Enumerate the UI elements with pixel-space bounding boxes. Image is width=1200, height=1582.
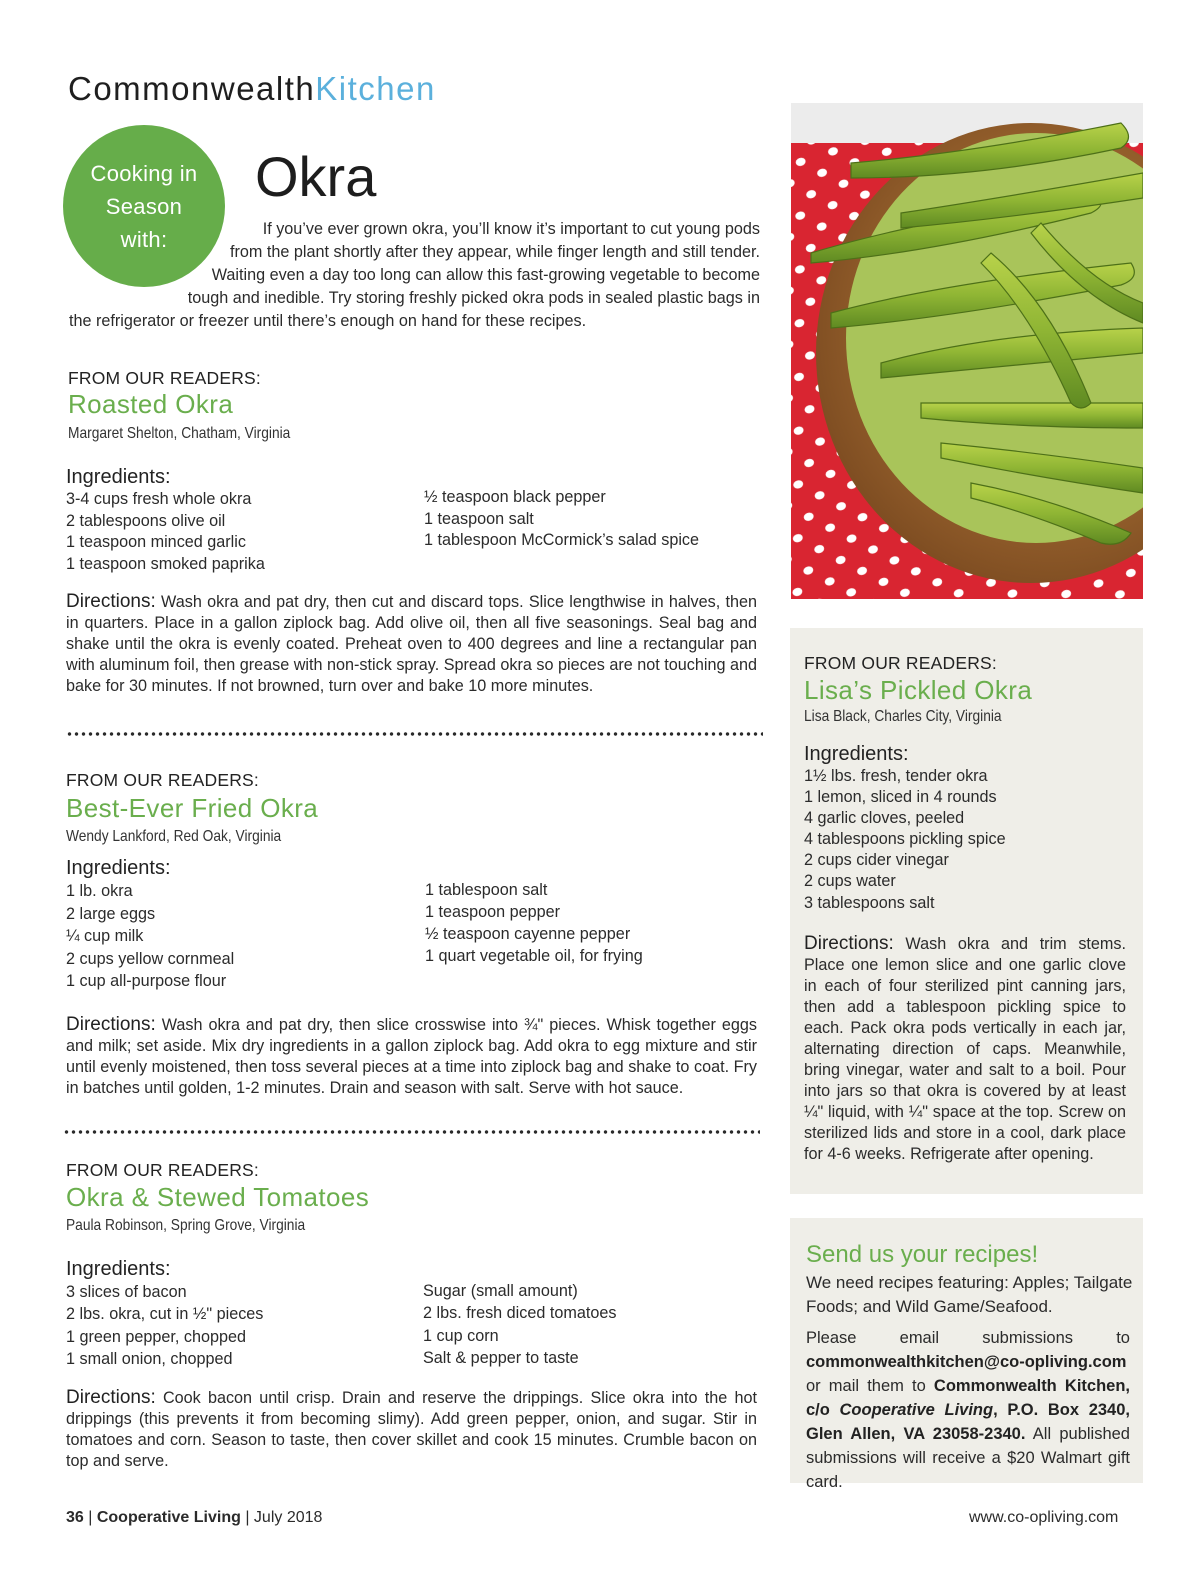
ingredient: 4 garlic cloves, peeled — [804, 809, 965, 828]
ingredient: ½ teaspoon cayenne pepper — [425, 925, 631, 943]
send-recipes-title: Send us your recipes! — [806, 1241, 1039, 1268]
recipe1-author: Margaret Shelton, Chatham, Virginia — [68, 425, 291, 442]
recipe4-author: Lisa Black, Charles City, Virginia — [804, 708, 1002, 725]
ingredient: 1 lb. okra — [66, 882, 133, 900]
intro-line-4: tough and inedible. Try storing freshly picked okra pods in sealed plastic bags in — [187, 289, 760, 307]
recipe4-ingredients-heading: Ingredients: — [804, 743, 909, 765]
send-recipes-text: We need recipes featuring: Apples; Tailgate Foods; and Wild Game/Seafood. — [806, 1273, 1133, 1316]
page-footer — [66, 1509, 322, 1527]
intro-line-3: Waiting even a day too long can allow this fast-growing vegetable to become — [211, 266, 760, 284]
ingredient: 2 large eggs — [66, 904, 156, 923]
ingredient: 1 teaspoon minced garlic — [66, 533, 246, 551]
ingredient: 1 green pepper, chopped — [66, 1327, 247, 1346]
page-number: 36 — [66, 1509, 84, 1526]
recipe2-ingredients-col1 — [66, 880, 234, 993]
ingredient: 4 tablespoons pickling spice — [804, 830, 1006, 849]
directions-text: Wash okra and trim stems. Place one lemon slice and one garlic clove in each of four sterilized pint canning jars, then add a tablespoon pickling spice to each. Pack okra pods vertically in each jar, alternating direction of caps. Meanwhile, bring vinegar, water and salt to a boil. Pour into jars so that okra is covered by at least ¼" liquid, with ¼" space at the top. Screw on sterilized lids and store in a cool, dark place for 4-6 weeks. Refrigerate after opening. — [804, 935, 1126, 1163]
recipe2-ingredients-heading: Ingredients: — [66, 857, 171, 879]
brand-part1: Commonwealth — [68, 70, 316, 107]
recipe3-author: Paula Robinson, Spring Grove, Virginia — [66, 1217, 306, 1234]
recipe4-title: Lisa’s Pickled Okra — [804, 675, 1033, 705]
ingredient: 2 lbs. okra, cut in ½" pieces — [66, 1305, 264, 1324]
ingredient: 3 slices of bacon — [66, 1283, 187, 1301]
footer-website-link[interactable]: www.co-opliving.com — [969, 1509, 1119, 1526]
recipe4-label: FROM OUR READERS: — [804, 653, 997, 673]
mailing-address: , P.O. Box 2340, Glen Allen, VA 23058-2340. — [806, 1401, 1130, 1443]
ingredient: 1 teaspoon smoked paprika — [66, 554, 265, 573]
submission-instructions — [806, 1326, 1130, 1494]
directions-label: Directions: — [66, 1387, 156, 1408]
ingredient: 1 small onion, chopped — [66, 1349, 233, 1368]
recipe1-ingredients-col1 — [66, 489, 265, 575]
ingredient: 1 lemon, sliced in 4 rounds — [804, 788, 997, 807]
recipe3-ingredients-heading: Ingredients: — [66, 1258, 171, 1280]
recipe3-label: FROM OUR READERS: — [66, 1160, 259, 1180]
recipe1-ingredients-heading: Ingredients: — [66, 466, 171, 488]
recipe2-directions — [66, 1014, 757, 1099]
directions-label: Directions: — [66, 1014, 156, 1035]
ingredient: ¼ cup milk — [66, 927, 144, 945]
ingredient: 1 cup corn — [423, 1326, 499, 1345]
directions-text: Wash okra and pat dry, then cut and discard tops. Slice lengthwise in halves, then in quarters. Place in a gallon ziplock bag. Add olive oil, then all five seasonings. Seal bag and shake until the okra is evenly coated. Preheat oven to 400 degrees and line a rectangular pan with aluminum foil, then grease with non-stick spray. Spread okra so pieces are not touching and bake for 30 minutes. If not browned, turn over and bake 10 more minutes. — [66, 593, 757, 695]
ingredient: 2 tablespoons olive oil — [66, 511, 226, 530]
ingredient: 1 cup all-purpose flour — [66, 972, 227, 990]
page-title: Okra — [255, 145, 377, 208]
recipe1-title: Roasted Okra — [68, 389, 234, 419]
publication-name: Cooperative Living — [839, 1401, 994, 1419]
directions-label: Directions: — [66, 591, 156, 612]
recipe2-ingredients-col2 — [425, 879, 643, 967]
mailing-name: Commonwealth Kitchen, c/o — [806, 1377, 1130, 1419]
ingredient: 1 tablespoon McCormick’s salad spice — [424, 531, 700, 549]
ingredient: 3 tablespoons salt — [804, 893, 935, 912]
intro-paragraph — [60, 218, 760, 333]
footer-publication: Cooperative Living — [96, 1509, 241, 1526]
ingredient: Sugar (small amount) — [423, 1282, 578, 1300]
ingredient: 2 cups cider vinegar — [804, 851, 949, 870]
ingredient: 2 cups yellow cornmeal — [66, 949, 235, 968]
ingredient: 1 quart vegetable oil, for frying — [425, 947, 643, 965]
recipe2-author: Wendy Lankford, Red Oak, Virginia — [66, 828, 282, 845]
recipe2-label: FROM OUR READERS: — [66, 770, 259, 790]
intro-line-5: the refrigerator or freezer until there’s enough on hand for these recipes. — [69, 312, 587, 330]
ingredient: 3-4 cups fresh whole okra — [66, 490, 252, 508]
footer-issue: July 2018 — [253, 1509, 323, 1526]
dotted-divider — [63, 1130, 760, 1134]
recipe2-title: Best-Ever Fried Okra — [66, 793, 319, 823]
badge-line-3: with: — [120, 226, 168, 252]
ingredient: 1½ lbs. fresh, tender okra — [804, 767, 988, 785]
directions-text: Cook bacon until crisp. Drain and reserve the drippings. Slice okra into the hot drippings (this prevents it from becoming slimy). Add green pepper, onion, and sugar. Stir in tomatoes and corn. Season to taste, then cover skillet and cook 15 minutes. Crumble bacon on top and serve. — [66, 1389, 757, 1470]
recipe3-ingredients-col1 — [66, 1281, 263, 1370]
ingredient: ½ teaspoon black pepper — [424, 488, 606, 506]
directions-label: Directions: — [804, 933, 894, 954]
badge-line-1: Cooking in — [90, 160, 198, 186]
okra-photo — [791, 103, 1143, 599]
intro-line-1: If you’ve ever grown okra, you’ll know it’s important to cut young pods — [262, 220, 760, 238]
note-mid: or mail them to — [806, 1377, 934, 1395]
recipe1-ingredients-col2 — [424, 487, 699, 552]
brand-part2: Kitchen — [315, 70, 436, 107]
recipe1-directions — [66, 591, 757, 697]
dotted-divider — [66, 732, 763, 736]
ingredient: 1 teaspoon salt — [424, 509, 534, 528]
badge-line-2: Season — [105, 193, 183, 219]
footer-separator: | — [240, 1509, 254, 1526]
directions-text: Wash okra and pat dry, then slice crosswise into ¾" pieces. Whisk together eggs and milk; set aside. Mix dry ingredients in a gallon ziplock bag. Add okra to egg mixture and stir until evenly moistened, then toss several pieces at a time into ziplock bag and shake to coat. Fry in batches until golden, 1-2 minutes. Drain and season with salt. Serve with hot sauce. — [66, 1016, 757, 1097]
note-prefix: Please email submissions to — [806, 1329, 1130, 1347]
recipe3-ingredients-col2 — [423, 1280, 616, 1369]
recipe1-label: FROM OUR READERS: — [68, 368, 261, 388]
recipe4-directions — [804, 933, 1126, 1165]
note-suffix: All published submissions will receive a $20 Walmart gift card. — [806, 1425, 1130, 1491]
footer-separator: | — [83, 1509, 97, 1526]
brand-logo — [68, 70, 436, 108]
submission-email-link[interactable]: commonwealthkitchen@co-opliving.com — [806, 1353, 1127, 1371]
ingredient: Salt & pepper to taste — [423, 1348, 579, 1367]
recipe3-title: Okra & Stewed Tomatoes — [66, 1182, 370, 1212]
ingredient: 2 cups water — [804, 872, 896, 891]
recipe3-directions — [66, 1387, 757, 1472]
recipe4-ingredients — [804, 766, 1006, 914]
intro-line-2: from the plant shortly after they appear, while finger length and still tender. — [230, 243, 760, 261]
ingredient: 2 lbs. fresh diced tomatoes — [423, 1304, 617, 1323]
ingredient: 1 teaspoon pepper — [425, 903, 561, 921]
ingredient: 1 tablespoon salt — [425, 881, 548, 899]
